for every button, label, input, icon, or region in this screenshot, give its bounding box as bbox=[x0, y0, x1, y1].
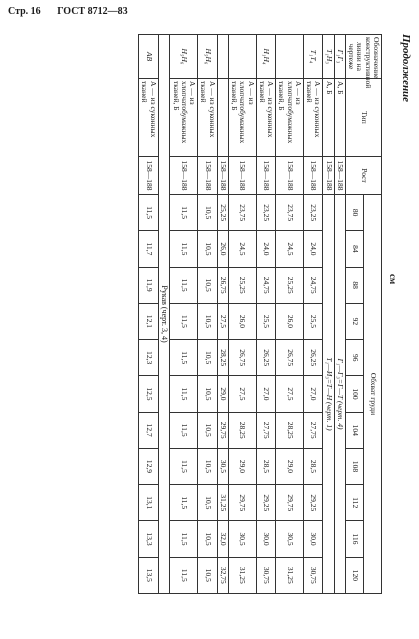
value-cell: 24,0 bbox=[304, 231, 324, 267]
row-designation: АВ bbox=[139, 35, 159, 79]
value-cell: 11,5 bbox=[170, 303, 198, 339]
section-row bbox=[158, 35, 170, 594]
row-height: 158—188 bbox=[304, 157, 324, 195]
row-height: 158—188 bbox=[217, 157, 228, 195]
value-cell: 24,75 bbox=[256, 267, 276, 303]
value-cell: 31,25 bbox=[217, 485, 228, 521]
value-cell: 23,25 bbox=[256, 195, 276, 231]
value-cell: 29,75 bbox=[229, 485, 257, 521]
row-type: А — из хлопчатобумажных тканей, Б bbox=[170, 79, 198, 157]
value-cell: 10,5 bbox=[198, 448, 218, 484]
continuation-label: Продолжение bbox=[400, 34, 412, 103]
row-designation: Н₅Н₆ bbox=[198, 35, 218, 79]
value-cell: 31,25 bbox=[229, 557, 257, 593]
value-cell: 25,5 bbox=[304, 303, 324, 339]
table-row bbox=[304, 35, 324, 594]
value-cell: 11,9 bbox=[139, 267, 159, 303]
row-type: А — из суконных тканей bbox=[198, 79, 218, 157]
chest-size-108: 108 bbox=[346, 448, 364, 484]
value-cell: 11,5 bbox=[170, 521, 198, 557]
section-heading: Рукав (черт. 3, 4) bbox=[158, 35, 170, 594]
value-cell: 10,5 bbox=[198, 195, 218, 231]
value-cell: 10,5 bbox=[198, 231, 218, 267]
row-designation: Т₁Т₄ bbox=[304, 35, 324, 79]
col-height: Рост bbox=[346, 157, 382, 195]
value-cell: 29,25 bbox=[304, 485, 324, 521]
value-cell: 26,25 bbox=[304, 340, 324, 376]
row-type: А — из суконных тканей bbox=[139, 79, 159, 157]
value-cell: 13,5 bbox=[139, 557, 159, 593]
value-cell: 10,5 bbox=[198, 340, 218, 376]
chest-size-100: 100 bbox=[346, 376, 364, 412]
value-cell: 11,5 bbox=[170, 412, 198, 448]
value-cell: 10,5 bbox=[198, 303, 218, 339]
value-cell: 28,25 bbox=[276, 412, 304, 448]
value-cell: 23,75 bbox=[229, 195, 257, 231]
value-cell: 10,5 bbox=[198, 485, 218, 521]
value-cell: 25,5 bbox=[256, 303, 276, 339]
table-row bbox=[198, 35, 218, 594]
value-cell: 29,75 bbox=[276, 485, 304, 521]
row-designation: Т₁Н₃ bbox=[323, 35, 334, 79]
row-height: 158—188 bbox=[229, 157, 257, 195]
col-type: Тип bbox=[346, 79, 382, 157]
value-cell: 13,3 bbox=[139, 521, 159, 557]
value-cell: 11,5 bbox=[170, 340, 198, 376]
value-cell: 25,25 bbox=[276, 267, 304, 303]
value-cell: 25,25 bbox=[217, 195, 228, 231]
value-cell: 24,5 bbox=[229, 231, 257, 267]
value-cell: 11,5 bbox=[170, 376, 198, 412]
value-cell: 27,5 bbox=[229, 376, 257, 412]
row-designation bbox=[217, 35, 228, 79]
value-cell: 12,3 bbox=[139, 340, 159, 376]
value-cell: 29,75 bbox=[217, 412, 228, 448]
value-cell: 27,5 bbox=[276, 376, 304, 412]
value-cell: 30,5 bbox=[217, 448, 228, 484]
table-row bbox=[334, 35, 345, 594]
row-designation bbox=[229, 35, 257, 79]
chest-size-92: 92 bbox=[346, 303, 364, 339]
value-cell: 24,0 bbox=[256, 231, 276, 267]
row-height: 158—188 bbox=[139, 157, 159, 195]
value-cell: 11,5 bbox=[170, 195, 198, 231]
row-height: 158—188 bbox=[256, 157, 276, 195]
row-type: А — из суконных тканей bbox=[256, 79, 276, 157]
value-cell: 11,5 bbox=[170, 485, 198, 521]
value-cell: 11,5 bbox=[170, 267, 198, 303]
row-type: А — из суконных тканей bbox=[304, 79, 324, 157]
value-cell: 28,5 bbox=[256, 448, 276, 484]
value-cell: 12,5 bbox=[139, 376, 159, 412]
row-type: А — из хлопчатобумажных тканей, Б bbox=[276, 79, 304, 157]
value-cell: 10,5 bbox=[198, 521, 218, 557]
value-cell: 24,5 bbox=[276, 231, 304, 267]
value-cell: 10,5 bbox=[198, 557, 218, 593]
value-cell: 27,0 bbox=[256, 376, 276, 412]
value-cell: 26,25 bbox=[256, 340, 276, 376]
value-cell: 11,5 bbox=[170, 557, 198, 593]
value-cell: 23,25 bbox=[304, 195, 324, 231]
value-cell: 29,0 bbox=[217, 376, 228, 412]
value-cell: 30,5 bbox=[229, 521, 257, 557]
table-row bbox=[229, 35, 257, 594]
value-cell: 28,25 bbox=[229, 412, 257, 448]
chest-size-116: 116 bbox=[346, 521, 364, 557]
value-cell: 12,1 bbox=[139, 303, 159, 339]
page-number: Стр. 16 bbox=[8, 6, 41, 17]
chest-size-80: 80 bbox=[346, 195, 364, 231]
row-type: А, Б bbox=[323, 79, 334, 157]
row-designation: Н₅Н₆ bbox=[170, 35, 198, 79]
value-cell: 30,75 bbox=[256, 557, 276, 593]
value-cell: 27,75 bbox=[304, 412, 324, 448]
value-cell: 25,25 bbox=[229, 267, 257, 303]
row-designation bbox=[276, 35, 304, 79]
row-height: 158—188 bbox=[170, 157, 198, 195]
value-cell: 29,25 bbox=[256, 485, 276, 521]
value-cell: 26,0 bbox=[276, 303, 304, 339]
value-cell: 11,7 bbox=[139, 231, 159, 267]
value-cell: 12,9 bbox=[139, 448, 159, 484]
table-row bbox=[217, 35, 228, 594]
value-cell: 30,5 bbox=[276, 521, 304, 557]
unit-label: см bbox=[388, 274, 398, 285]
value-cell: 13,1 bbox=[139, 485, 159, 521]
value-cell: 32,0 bbox=[217, 521, 228, 557]
value-cell: 30,0 bbox=[304, 521, 324, 557]
value-cell: 27,75 bbox=[256, 412, 276, 448]
value-cell: 32,75 bbox=[217, 557, 228, 593]
table-row bbox=[256, 35, 276, 594]
value-cell: 31,25 bbox=[276, 557, 304, 593]
chest-size-84: 84 bbox=[346, 231, 364, 267]
chest-size-96: 96 bbox=[346, 340, 364, 376]
value-cell: 10,5 bbox=[198, 412, 218, 448]
value-cell: 23,75 bbox=[276, 195, 304, 231]
value-cell: 26,0 bbox=[217, 231, 228, 267]
row-height: 158—188 bbox=[334, 157, 345, 195]
chest-size-120: 120 bbox=[346, 557, 364, 593]
row-type bbox=[217, 79, 228, 157]
row-height: 158—188 bbox=[323, 157, 334, 195]
value-cell: 27,5 bbox=[217, 303, 228, 339]
measurement-table bbox=[138, 34, 382, 594]
formula-cell: Г₁—Г₃=Г—Т (черт. 4) bbox=[334, 195, 345, 594]
value-cell: 12,7 bbox=[139, 412, 159, 448]
row-designation: Н₁Н₄ bbox=[256, 35, 276, 79]
row-type: А, Б bbox=[334, 79, 345, 157]
row-type: А — из хлопчатобумажных тканей, Б bbox=[229, 79, 257, 157]
value-cell: 30,75 bbox=[304, 557, 324, 593]
table-row bbox=[139, 35, 159, 594]
value-cell: 29,0 bbox=[276, 448, 304, 484]
value-cell: 29,0 bbox=[229, 448, 257, 484]
row-height: 158—188 bbox=[276, 157, 304, 195]
standard-code: ГОСТ 8712—83 bbox=[57, 6, 128, 17]
value-cell: 11,5 bbox=[170, 231, 198, 267]
value-cell: 28,25 bbox=[217, 340, 228, 376]
value-cell: 26,75 bbox=[276, 340, 304, 376]
row-height: 158—188 bbox=[198, 157, 218, 195]
value-cell: 10,5 bbox=[198, 376, 218, 412]
value-cell: 26,75 bbox=[229, 340, 257, 376]
value-cell: 28,5 bbox=[304, 448, 324, 484]
table-row bbox=[276, 35, 304, 594]
col-chest-group: Обхват груди bbox=[364, 195, 382, 594]
value-cell: 11,5 bbox=[170, 448, 198, 484]
value-cell: 24,75 bbox=[304, 267, 324, 303]
table-row bbox=[170, 35, 198, 594]
value-cell: 30,0 bbox=[256, 521, 276, 557]
rotated-table-region bbox=[12, 34, 412, 634]
chest-size-88: 88 bbox=[346, 267, 364, 303]
formula-cell: Т₁—И₃=Т—Н (черт. 1) bbox=[323, 195, 334, 594]
value-cell: 26,0 bbox=[229, 303, 257, 339]
value-cell: 11,5 bbox=[139, 195, 159, 231]
value-cell: 10,5 bbox=[198, 267, 218, 303]
value-cell: 26,75 bbox=[217, 267, 228, 303]
chest-size-104: 104 bbox=[346, 412, 364, 448]
col-designation: Обозначение конструктивной линии на чертеже bbox=[346, 35, 382, 79]
chest-size-112: 112 bbox=[346, 485, 364, 521]
table-row bbox=[323, 35, 334, 594]
value-cell: 27,0 bbox=[304, 376, 324, 412]
page-header bbox=[8, 6, 142, 17]
row-designation: Г₁Г₃ bbox=[334, 35, 345, 79]
table-body bbox=[139, 35, 346, 594]
